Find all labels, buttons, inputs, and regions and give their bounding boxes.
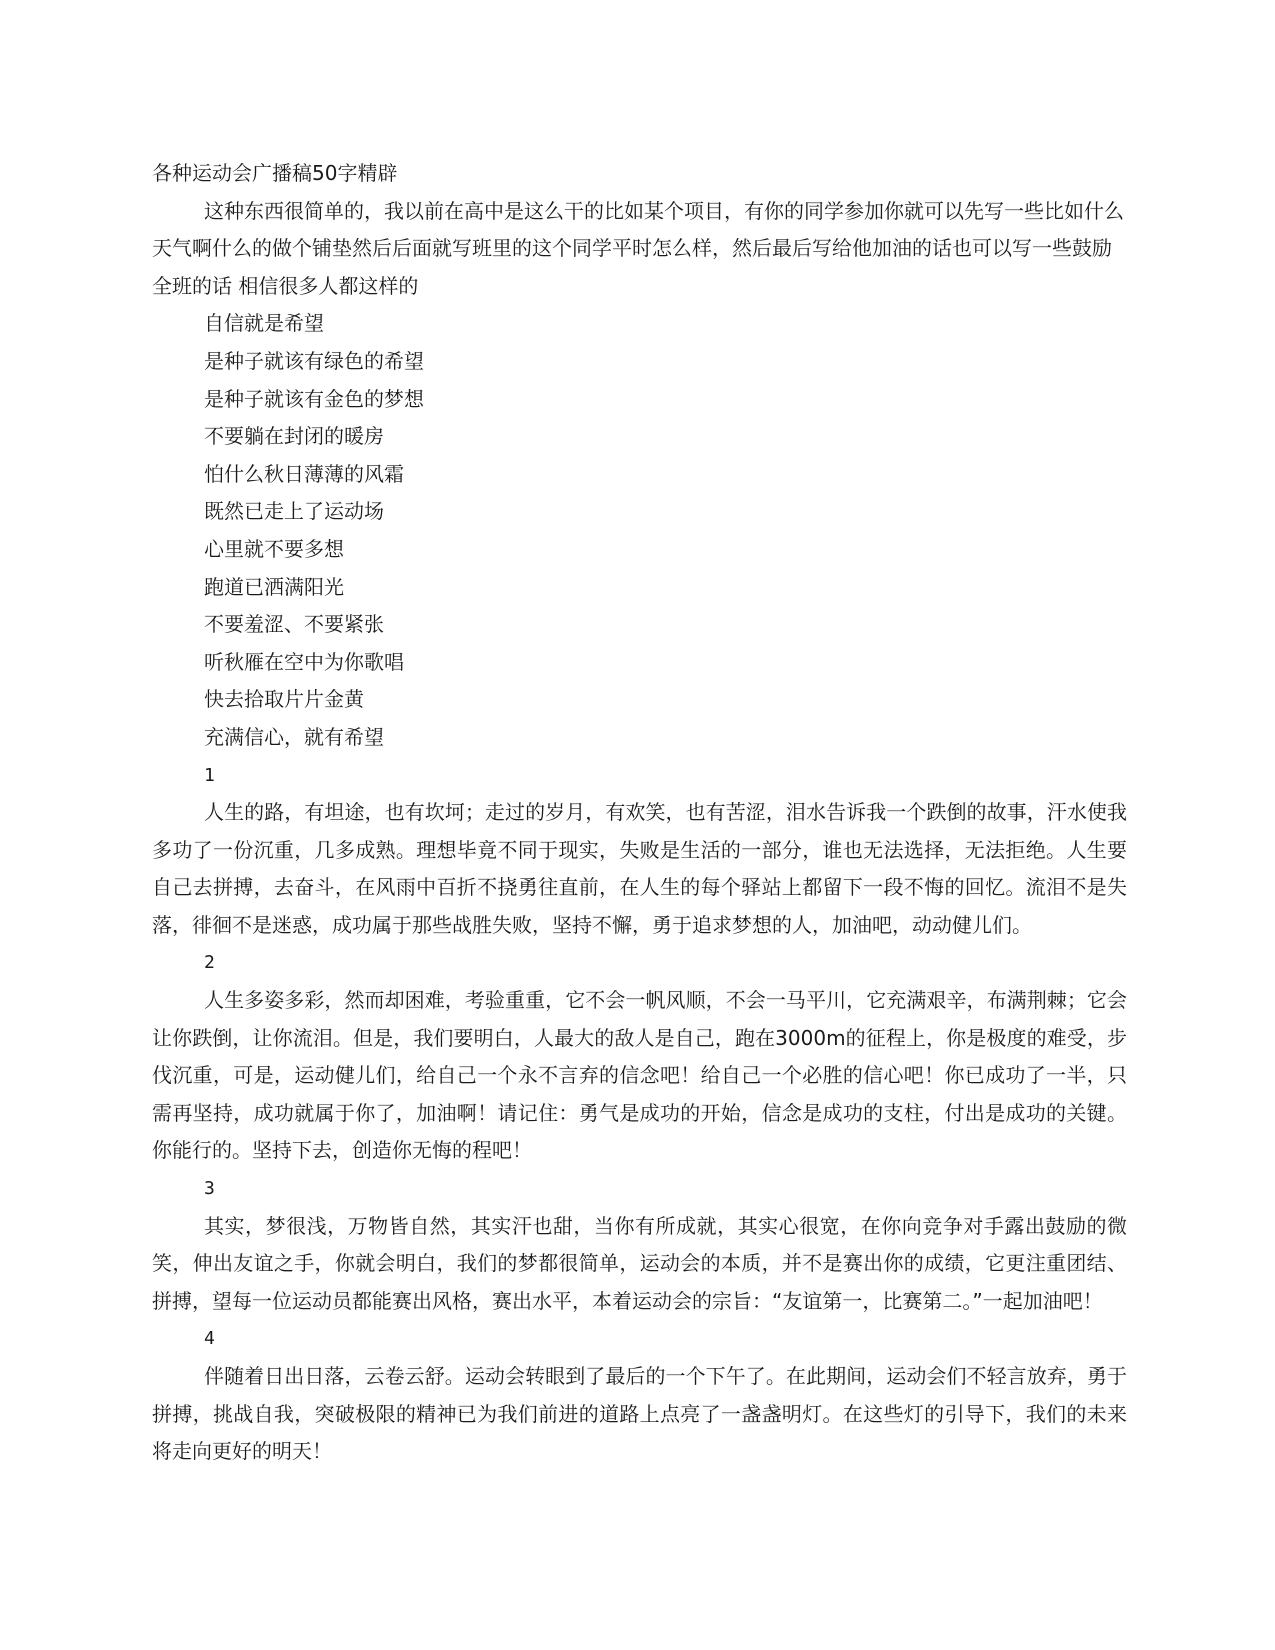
poem-line: 怕什么秋日薄薄的风霜 <box>204 461 404 486</box>
poem-line: 是种子就该有金色的梦想 <box>204 386 424 411</box>
poem-line: 快去拾取片片金黄 <box>204 687 364 712</box>
section-number: 2 <box>204 952 215 974</box>
section-paragraph: 人生多姿多彩，然而却困难，考验重重，它不会一帆风顺，不会一马平川，它充满艰辛，布满荆棘；它会让你跌倒，让你流泪。但是，我们要明白，人最大的敌人是自己，跑在3000m的征程上，你是极度的难受，步伐沉重，可是，运动健儿们，给自己一个永不言弃的信念吧！给自己一个必胜的信心吧！你已成功了一半，只需再坚持，成功就属于你了，加油啊！请记住：勇气是成功的开始，信念是成功的支柱，付出是成功的关键。你能行的。坚持下去，创造你无悔的程吧！ <box>152 988 1127 1163</box>
document-title: 各种运动会广播稿50字精辟 <box>152 161 398 185</box>
section-paragraph: 人生的路，有坦途，也有坎坷；走过的岁月，有欢笑，也有苦涩，泪水告诉我一个跌倒的故事，汗水使我多功了一份沉重，几多成熟。理想毕竟不同于现实，失败是生活的一部分，谁也无法选择，无法拒绝。人生要自己去拼搏，去奋斗，在风雨中百折不挠勇往直前，在人生的每个驿站上都留下一段不悔的回忆。流泪不是失落，徘徊不是迷惑，成功属于那些战胜失败，坚持不懈，勇于追求梦想的人，加油吧，动动健儿们。 <box>152 800 1127 937</box>
poem-line: 心里就不要多想 <box>204 536 344 561</box>
poem <box>152 305 1127 756</box>
poem-line: 跑道已洒满阳光 <box>204 574 344 599</box>
section-paragraph: 伴随着日出日落，云卷云舒。运动会转眼到了最后的一个下午了。在此期间，运动会们不轻言放弃，勇于拼搏，挑战自我，突破极限的精神已为我们前进的道路上点亮了一盏盏明灯。在这些灯的引导下，我们的未来将走向更好的明天！ <box>152 1364 1127 1464</box>
poem-line: 听秋雁在空中为你歌唱 <box>204 649 404 674</box>
section-number: 4 <box>204 1328 215 1350</box>
poem-line: 既然已走上了运动场 <box>204 499 384 524</box>
section-number: 1 <box>204 764 215 786</box>
poem-line: 充满信心，就有希望 <box>204 724 384 749</box>
poem-line: 是种子就该有绿色的希望 <box>204 348 424 373</box>
intro-paragraph: 这种东西很简单的，我以前在高中是这么干的比如某个项目，有你的同学参加你就可以先写一些比如什么天气啊什么的做个铺垫然后后面就写班里的这个同学平时怎么样，然后最后写给他加油的话也可以写一些鼓励全班的话 相信很多人都这样的 <box>152 198 1124 298</box>
section-number: 3 <box>204 1178 215 1200</box>
document-page <box>152 155 1127 1471</box>
poem-line: 不要羞涩、不要紧张 <box>204 612 384 637</box>
section-paragraph: 其实，梦很浅，万物皆自然，其实汗也甜，当你有所成就，其实心很宽，在你向竞争对手露出鼓励的微笑，伸出友谊之手，你就会明白，我们的梦都很简单，运动会的本质，并不是赛出你的成绩，它更注重团结、拼搏，望每一位运动员都能赛出风格，赛出水平，本着运动会的宗旨：“友谊第一，比赛第二。”一起加油吧！ <box>152 1213 1127 1313</box>
poem-line: 自信就是希望 <box>204 311 324 336</box>
poem-line: 不要躺在封闭的暖房 <box>204 424 384 449</box>
